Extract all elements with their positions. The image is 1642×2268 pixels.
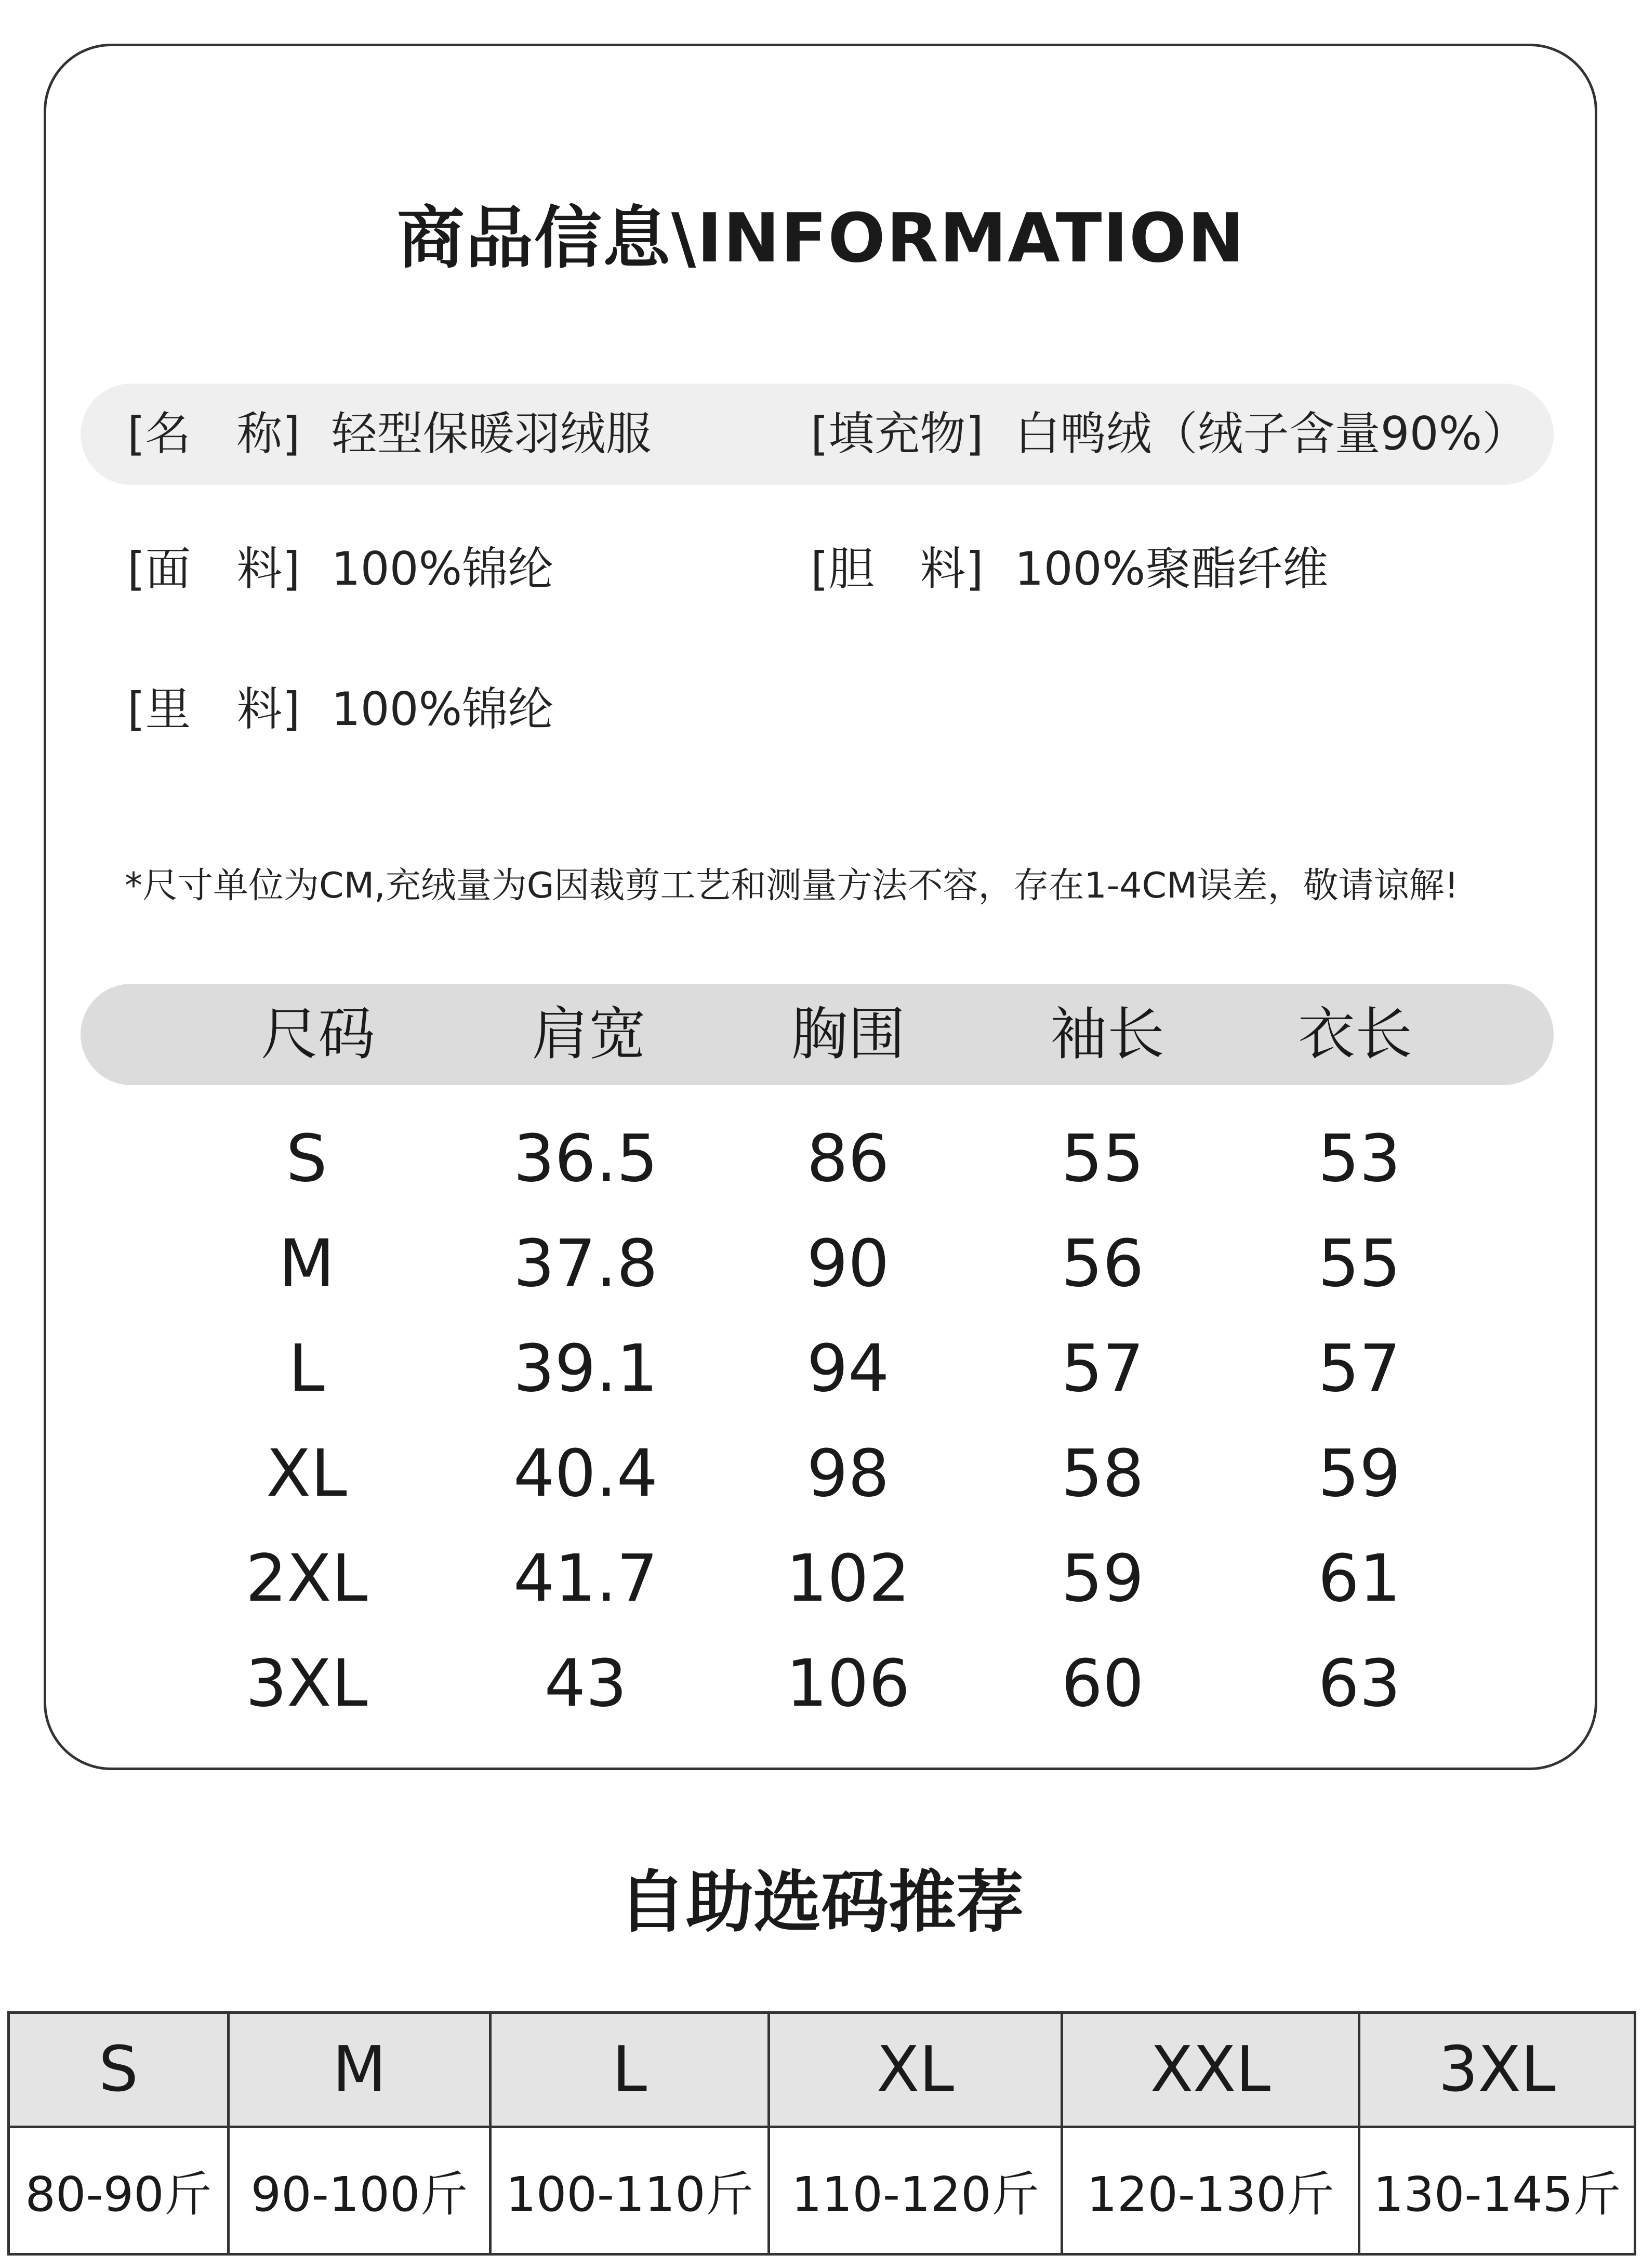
recommend-size-cell: XL	[769, 2013, 1062, 2127]
size-table-cell: S	[286, 1121, 327, 1196]
size-table-header: 衣长	[1298, 1001, 1412, 1067]
recommend-title: 自助选码推荐	[618, 1863, 1024, 1942]
size-table-cell: 41.7	[513, 1541, 658, 1616]
size-table-cell: 94	[806, 1331, 890, 1406]
info-fabric	[127, 540, 553, 598]
size-table-cell: 86	[806, 1121, 890, 1196]
info-lining-value: 100%锦纶	[331, 682, 554, 736]
page-title: 商品信息\INFORMATION	[396, 199, 1246, 278]
recommend-size-cell: L	[491, 2013, 769, 2127]
size-table-header: 肩宽	[532, 1001, 646, 1067]
recommend-size-cell: 3XL	[1359, 2013, 1635, 2127]
info-filling	[811, 405, 1528, 463]
size-table-header: 胸围	[791, 1001, 905, 1067]
recommend-weight-cell: 100-110斤	[491, 2127, 769, 2254]
recommend-weight-cell: 110-120斤	[769, 2127, 1062, 2254]
size-table-cell: 3XL	[245, 1646, 368, 1721]
size-table-cell: 90	[806, 1226, 890, 1301]
recommend-table	[7, 2011, 1636, 2256]
info-filling-value: 白鸭绒（绒子含量90%）	[1014, 407, 1528, 460]
size-table-header: 尺码	[261, 1001, 375, 1067]
recommend-size-cell: M	[229, 2013, 491, 2127]
size-table-cell: 59	[1061, 1541, 1144, 1616]
size-table-cell: 2XL	[245, 1541, 368, 1616]
size-table-cell: 106	[786, 1646, 910, 1721]
info-liner-value: 100%聚酯纤维	[1014, 542, 1329, 596]
size-table-cell: 53	[1318, 1121, 1401, 1196]
size-table-cell: 57	[1318, 1331, 1401, 1406]
size-table-cell: 102	[786, 1541, 910, 1616]
size-table-cell: 55	[1061, 1121, 1144, 1196]
recommend-size-cell: XXL	[1062, 2013, 1359, 2127]
info-fabric-label: [面 料]	[127, 542, 300, 596]
recommend-size-row	[9, 2013, 1635, 2127]
size-table-cell: 63	[1318, 1646, 1401, 1721]
info-name	[127, 405, 652, 463]
recommend-weight-cell: 130-145斤	[1359, 2127, 1635, 2254]
info-lining	[127, 681, 553, 738]
size-table-cell: 60	[1061, 1646, 1144, 1721]
size-table-cell: 55	[1318, 1226, 1401, 1301]
info-fabric-value: 100%锦纶	[331, 542, 554, 596]
size-table-header: 袖长	[1050, 1001, 1164, 1067]
recommend-weight-cell: 90-100斤	[229, 2127, 491, 2254]
info-liner-label: [胆 料]	[811, 542, 984, 596]
size-table-cell: 61	[1318, 1541, 1401, 1616]
size-table-cell: 36.5	[513, 1121, 658, 1196]
measurement-note: *尺寸单位为CM,充绒量为G因裁剪工艺和测量方法不容，存在1-4CM误差，敬请谅解!	[125, 865, 1459, 906]
size-table-cell: XL	[266, 1436, 347, 1511]
size-table-cell: 40.4	[513, 1436, 658, 1511]
size-table-cell: 58	[1061, 1436, 1144, 1511]
size-table-cell: M	[279, 1226, 335, 1301]
recommend-size-cell: S	[9, 2013, 229, 2127]
recommend-weight-cell: 80-90斤	[9, 2127, 229, 2254]
size-table-cell: 59	[1318, 1436, 1401, 1511]
size-table-cell: 57	[1061, 1331, 1144, 1406]
size-table-cell: 43	[544, 1646, 627, 1721]
info-liner	[811, 540, 1328, 598]
size-table-cell: 37.8	[513, 1226, 658, 1301]
info-lining-label: [里 料]	[127, 682, 300, 736]
info-name-label: [名 称]	[127, 407, 300, 460]
size-table-cell: 56	[1061, 1226, 1144, 1301]
recommend-weight-cell: 120-130斤	[1062, 2127, 1359, 2254]
recommend-weight-row	[9, 2127, 1635, 2254]
size-table-cell: 98	[806, 1436, 890, 1511]
size-table-cell: L	[288, 1331, 325, 1406]
info-filling-label: [填充物]	[811, 407, 984, 460]
info-name-value: 轻型保暖羽绒服	[331, 407, 652, 460]
size-table-cell: 39.1	[513, 1331, 658, 1406]
